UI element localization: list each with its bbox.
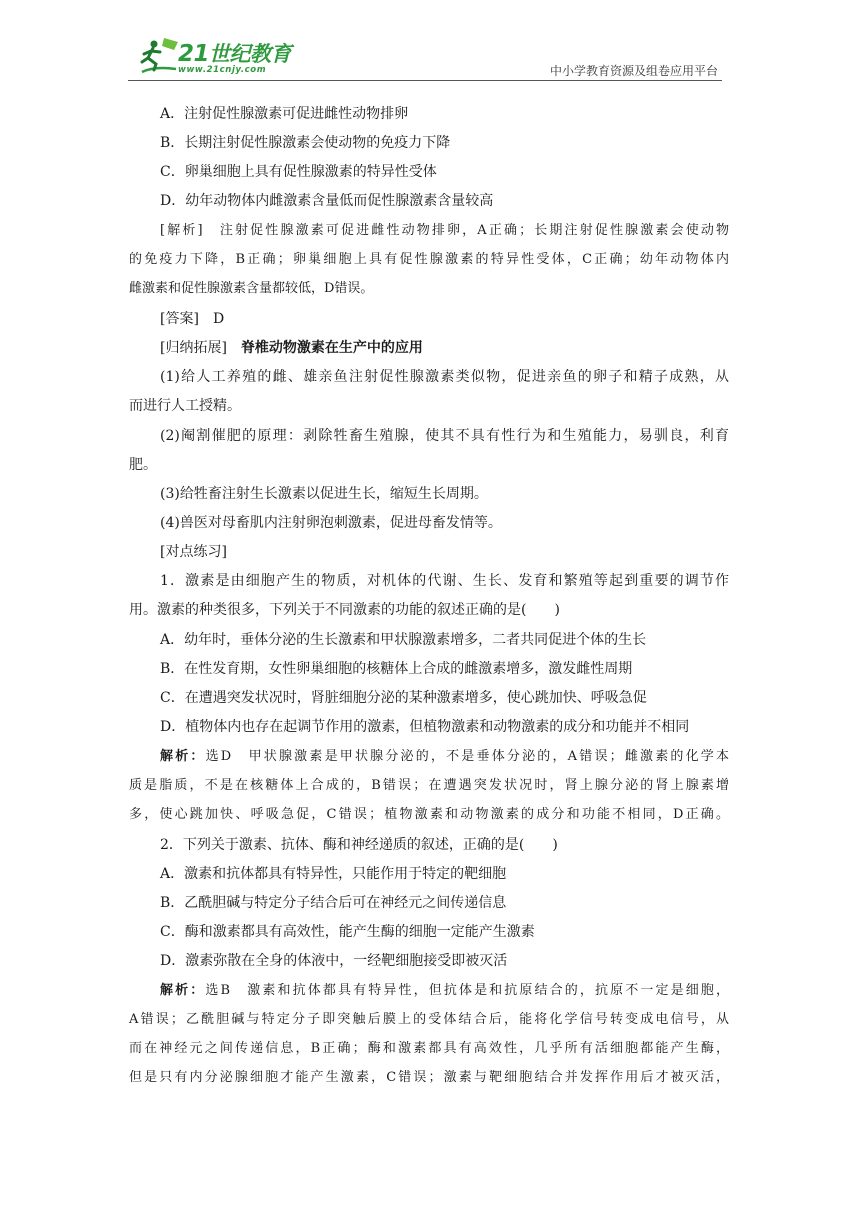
page-header (128, 36, 722, 82)
answer-line (160, 309, 224, 329)
analysis-line-3: 雌激素和促性腺激素含量都较低，D错误。 (129, 281, 374, 296)
option-d: D．幼年动物体内雌激素含量低而促性腺激素含量较高 (160, 193, 494, 209)
option-c: C．卵巢细胞上具有促性腺激素的特异性受体 (160, 164, 437, 180)
q1-analysis-line-3: 多，使心跳加快、呼吸急促，C错误；植物激素和动物激素的成分和功能不相同，D正确。 (129, 807, 729, 822)
answer-value: D (212, 311, 225, 327)
practice-label: [对点练习] (160, 544, 227, 560)
q1-analysis-line-1: 解析：选D 甲状腺激素是甲状腺分泌的，不是垂体分泌的，A错误；雌激素的化学本 (160, 749, 729, 764)
q2-option-c: C．酶和激素都具有高效性，能产生酶的细胞一定能产生激素 (160, 924, 535, 940)
q1-option-c: C．在遭遇突发状况时，肾脏细胞分泌的某种激素增多，使心跳加快、呼吸急促 (160, 690, 647, 706)
q2-analysis-line-2: A错误；乙酰胆碱与特定分子即突触后膜上的受体结合后，能将化学信号转变成电信号，从 (129, 1012, 729, 1027)
answer-label: [答案] (160, 311, 199, 327)
q1-stem-line-1: 1．激素是由细胞产生的物质，对机体的代谢、生长、发育和繁殖等起到重要的调节作 (160, 573, 729, 589)
extension-heading (160, 338, 423, 358)
logo (128, 36, 308, 80)
q2-analysis-label: 解析： (160, 983, 206, 998)
extension-line-4: 肥。 (129, 457, 157, 473)
q1-option-a: A．幼年时，垂体分泌的生长激素和甲状腺激素增多，二者共同促进个体的生长 (160, 632, 647, 648)
q1-analysis-label: 解析： (160, 749, 206, 764)
q2-analysis-line-1: 解析：选B 激素和抗体都具有特异性，但抗体是和抗原结合的，抗原不一定是细胞， (160, 983, 729, 998)
analysis-line-1: [解析] 注射促性腺激素可促进雌性动物排卵，A正确；长期注射促性腺激素会使动物 (160, 223, 729, 238)
option-b: B．长期注射促性腺激素会使动物的免疫力下降 (160, 135, 451, 151)
extension-line-3: (2)阉割催肥的原理：剥除牲畜生殖腺，使其不具有性行为和生殖能力，易驯良，利育 (160, 428, 729, 444)
extension-line-6: (4)兽医对母畜肌内注射卵泡刺激素，促进母畜发情等。 (160, 515, 502, 531)
q2-analysis-line-4: 但是只有内分泌腺细胞才能产生激素，C错误；激素与靶细胞结合并发挥作用后才被灭活， (129, 1070, 729, 1085)
option-a: A．注射促性腺激素可促进雌性动物排卵 (160, 106, 409, 122)
analysis-label: [解析] (160, 223, 203, 238)
q2-option-b: B．乙酰胆碱与特定分子结合后可在神经元之间传递信息 (160, 895, 507, 911)
running-figure-icon (134, 36, 182, 76)
header-divider (128, 80, 722, 81)
logo-url: www.21cnjy.com (178, 65, 267, 75)
extension-label: [归纳拓展] (160, 340, 227, 356)
logo-wordmark: 21世纪教育 (178, 41, 292, 67)
q1-analysis-line-2: 质是脂质，不是在核糖体上合成的，B错误；在遭遇突发状况时，肾上腺分泌的肾上腺素增 (129, 778, 729, 793)
q1-option-d: D．植物体内也存在起调节作用的激素，但植物激素和动物激素的成分和功能并不相同 (160, 719, 690, 735)
extension-title: 脊椎动物激素在生产中的应用 (240, 340, 423, 356)
q1-stem-line-2: 用。激素的种类很多，下列关于不同激素的功能的叙述正确的是( ) (129, 602, 560, 618)
q1-option-b: B．在性发育期，女性卵巢细胞的核糖体上合成的雌激素增多，激发雌性周期 (160, 661, 633, 677)
q2-option-a: A．激素和抗体都具有特异性，只能作用于特定的靶细胞 (160, 866, 507, 882)
extension-line-1: (1)给人工养殖的雌、雄亲鱼注射促性腺激素类似物，促进亲鱼的卵子和精子成熟，从 (160, 369, 729, 385)
q2-option-d: D．激素弥散在全身的体液中，一经靶细胞接受即被灭活 (160, 953, 508, 969)
extension-line-2: 而进行人工授精。 (129, 398, 241, 414)
q2-stem: 2．下列关于激素、抗体、酶和神经递质的叙述，正确的是( ) (160, 837, 558, 853)
q2-analysis-line-3: 而在神经元之间传递信息，B正确；酶和激素都具有高效性，几乎所有活细胞都能产生酶， (129, 1041, 729, 1056)
analysis-line-2: 的免疫力下降，B正确；卵巢细胞上具有促性腺激素的特异性受体，C正确；幼年动物体内 (129, 252, 729, 267)
extension-line-5: (3)给牲畜注射生长激素以促进生长，缩短生长周期。 (160, 486, 488, 502)
platform-name: 中小学教育资源及组卷应用平台 (549, 64, 718, 78)
